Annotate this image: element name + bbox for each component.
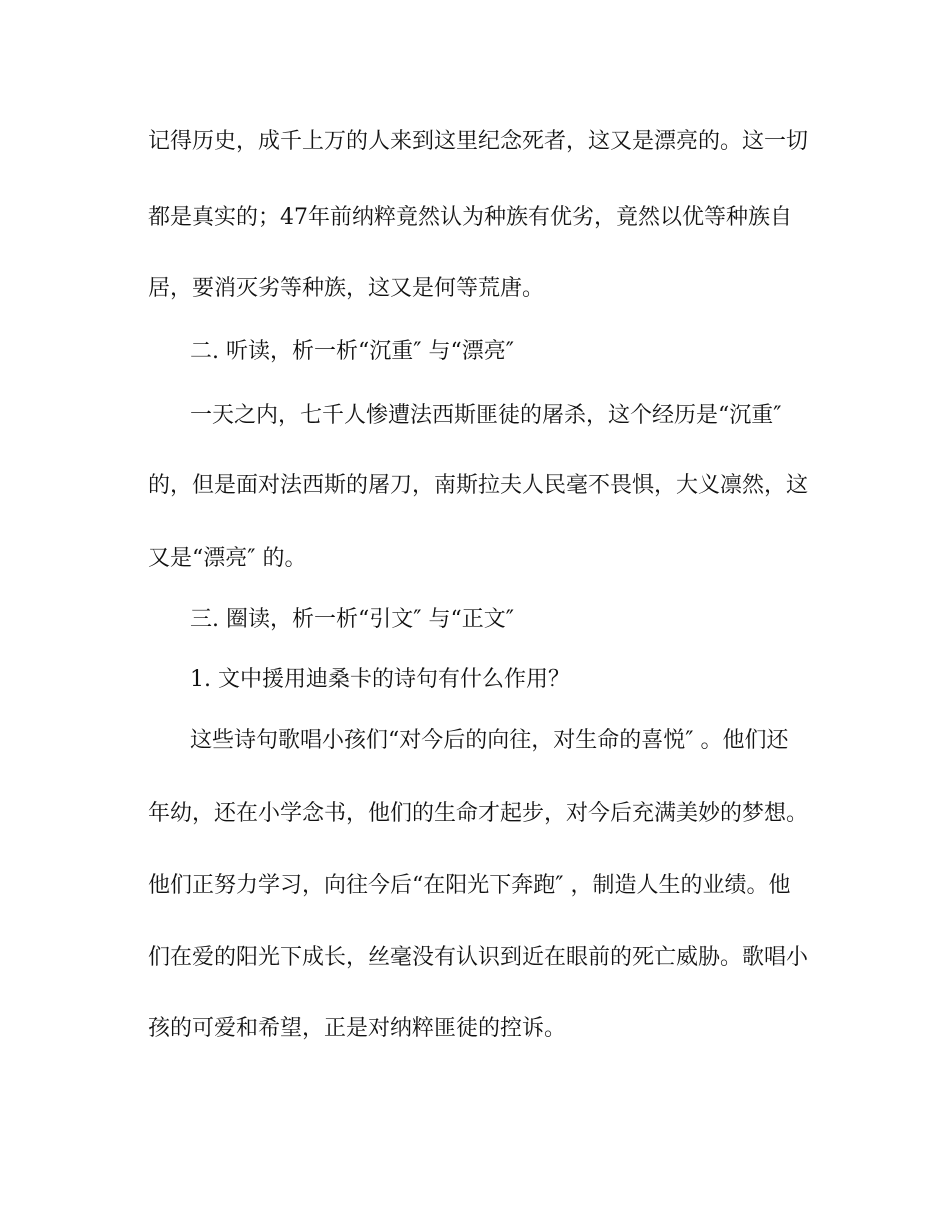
paragraph-line: 孩的可爱和希望，正是对纳粹匪徒的控诉。 <box>148 1016 567 1041</box>
paragraph-line: 居，要消灭劣等种族，这又是何等荒唐。 <box>148 276 545 301</box>
paragraph-line: 这些诗句歌唱小孩们“对今后的向往，对生命的喜悦″ 。他们还 <box>190 728 789 753</box>
question-line: 1. 文中援用迪桑卡的诗句有什么作用？ <box>190 667 570 692</box>
section-heading: 二. 听读，析一析“沉重″ 与“漂亮″ <box>190 339 514 364</box>
paragraph-line: 他们正努力学习，向往今后“在阳光下奔跑″ ，制造人生的业绩。他 <box>148 873 791 898</box>
paragraph-line: 又是“漂亮″ 的。 <box>148 546 307 571</box>
paragraph-line: 的，但是面对法西斯的屠刀，南斯拉夫人民毫不畏惧，大义凛然，这 <box>148 473 809 498</box>
paragraph-line: 都是真实的；47年前纳粹竟然认为种族有优劣，竟然以优等种族自 <box>148 205 792 230</box>
paragraph-line: 们在爱的阳光下成长，丝毫没有认识到近在眼前的死亡威胁。歌唱小 <box>148 945 809 970</box>
paragraph-line: 年幼，还在小学念书，他们的生命才起步，对今后充满美妙的梦想。 <box>148 801 809 826</box>
section-heading: 三. 圈读，析一析“引文″ 与“正文″ <box>190 607 514 632</box>
paragraph-line: 记得历史，成千上万的人来到这里纪念死者，这又是漂亮的。这一切 <box>148 129 809 154</box>
paragraph-line: 一天之内，七千人惨遭法西斯匪徒的屠杀，这个经历是“沉重″ <box>190 403 782 428</box>
